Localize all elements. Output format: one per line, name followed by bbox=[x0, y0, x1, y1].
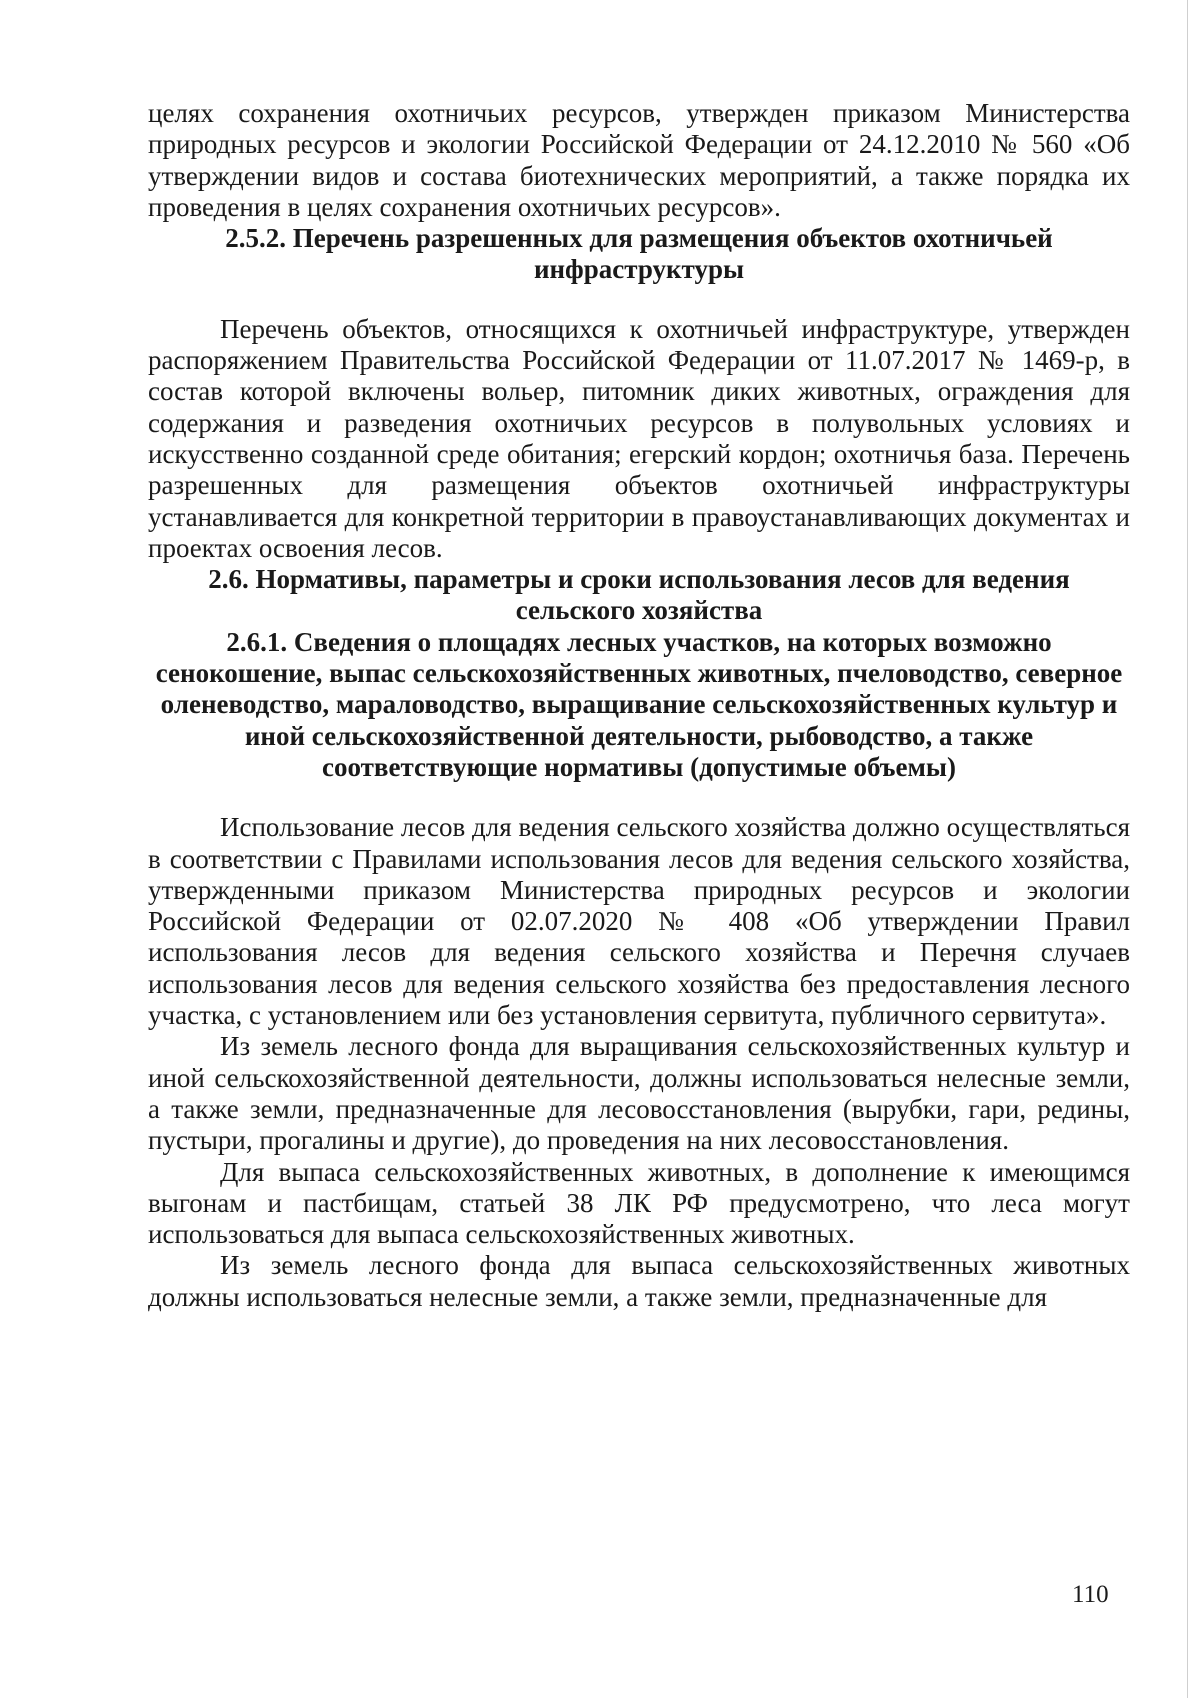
section-2-6-1-paragraph-1: Использование лесов для ведения сельского хозяйства должно осуществляться в соответствии с Правилами использования лесов для ведения сельского хозяйства, утвержденными приказом Министерства природных ресурсов и экологии Российской Федерации от 02.07.2020 № 408 «Об утверждении Правил использования лесов для ведения сельского хозяйства и Перечня случаев использования лесов для ведения сельского хозяйства без предоставления лесного участка, с установлением или без установления сервитута, публичного сервитута». bbox=[148, 812, 1130, 1031]
section-2-5-2-heading: 2.5.2. Перечень разрешенных для размещения объектов охотничьей инфраструктуры bbox=[225, 223, 1053, 285]
section-2-6-1-heading: 2.6.1. Сведения о площадях лесных участков, на которых возможно сенокошение, выпас сельскохозяйственных животных, пчеловодство, северное оленеводство, мараловодство, выращивание сельскохозяйственных культур и иной сельскохозяйственной деятельности, рыбоводство, а также соответствующие нормативы (допустимые объемы) bbox=[155, 626, 1123, 782]
page-number: 110 bbox=[1072, 1581, 1109, 1608]
section-2-6-heading: 2.6. Нормативы, параметры и сроки использования лесов для ведения сельского хозяйства bbox=[208, 564, 1070, 626]
scan-edge-line bbox=[1187, 0, 1188, 1698]
section-2-5-2-paragraph: Перечень объектов, относящихся к охотничьей инфраструктуре, утвержден распоряжением Правительства Российской Федерации от 11.07.2017 № 1469-р, в состав которой включены вольер, питомник диких животных, ограждения для содержания и разведения охотничьих ресурсов в полувольных условиях и искусственно созданной среде обитания; егерский кордон; охотничья база. Перечень разрешенных для размещения объектов охотничьей инфраструктуры устанавливается для конкретной территории в правоустанавливающих документах и проектах освоения лесов. bbox=[148, 313, 1130, 563]
intro-paragraph: целях сохранения охотничьих ресурсов, утвержден приказом Министерства природных ресурсов и экологии Российской Федерации от 24.12.2010 № 560 «Об утверждении видов и состава биотехнических мероприятий, а также порядка их проведения в целях сохранения охотничьих ресурсов». bbox=[148, 98, 1130, 222]
section-2-6-1-paragraph-2: Из земель лесного фонда для выращивания сельскохозяйственных культур и иной сельскохозяйственной деятельности, должны использоваться нелесные земли, а также земли, предназначенные для лесовосстановления (вырубки, гари, редины, пустыри, прогалины и другие), до проведения на них лесовосстановления. bbox=[148, 1031, 1130, 1156]
page-content bbox=[148, 98, 1130, 1313]
section-2-6-1-paragraph-4: Из земель лесного фонда для выпаса сельскохозяйственных животных должны использоваться нелесные земли, а также земли, предназначенные для bbox=[148, 1250, 1130, 1312]
section-2-6-1-paragraph-3: Для выпаса сельскохозяйственных животных, в дополнение к имеющимся выгонам и пастбищам, статьей 38 ЛК РФ предусмотрено, что леса могут использоваться для выпаса сельскохозяйственных животных. bbox=[148, 1156, 1130, 1250]
